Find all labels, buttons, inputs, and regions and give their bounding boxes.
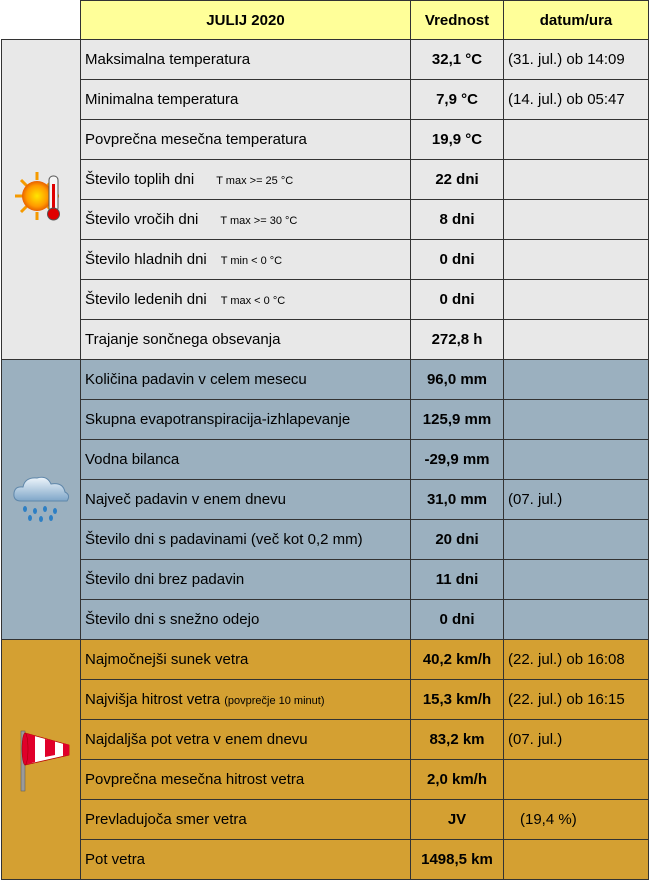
temperature-label: Minimalna temperatura: [81, 80, 411, 120]
temperature-value: 272,8 h: [411, 320, 504, 360]
table-row: [2, 680, 649, 720]
temperature-label: Povprečna mesečna temperatura: [81, 120, 411, 160]
wind-date: [504, 840, 649, 880]
wind-value: 15,3 km/h: [411, 680, 504, 720]
condition-note: T max < 0 °C: [220, 295, 286, 307]
precipitation-label: Število dni brez padavin: [81, 560, 411, 600]
precipitation-date: [504, 360, 649, 400]
temperature-label: Maksimalna temperatura: [81, 40, 411, 80]
table-row: [2, 840, 649, 880]
condition-note: (povprečje 10 minut): [224, 695, 325, 707]
table-row: [2, 640, 649, 680]
table-row: [2, 480, 649, 520]
header-value: Vrednost: [411, 1, 504, 40]
wind-date: (19,4 %): [504, 800, 649, 840]
temperature-date: [504, 240, 649, 280]
temperature-value: 0 dni: [411, 280, 504, 320]
table-row: [2, 520, 649, 560]
temperature-value: 8 dni: [411, 200, 504, 240]
table-row: [2, 560, 649, 600]
temperature-label-with-note: [81, 200, 411, 240]
table-row: [2, 360, 649, 400]
label-text: Število toplih dni: [85, 171, 195, 188]
condition-note: T max >= 25 °C: [216, 175, 294, 187]
table-row: [2, 120, 649, 160]
table-row: [2, 200, 649, 240]
label-text: Število vročih dni: [85, 211, 199, 228]
precipitation-label: Vodna bilanca: [81, 440, 411, 480]
weather-table: [1, 0, 649, 880]
precipitation-label: Število dni s padavinami (več kot 0,2 mm): [81, 520, 411, 560]
precipitation-date: [504, 400, 649, 440]
precipitation-value: -29,9 mm: [411, 440, 504, 480]
temperature-date: [504, 320, 649, 360]
precipitation-label: Količina padavin v celem mesecu: [81, 360, 411, 400]
precipitation-value: 0 dni: [411, 600, 504, 640]
table-row: [2, 760, 649, 800]
header-month: JULIJ 2020: [81, 1, 411, 40]
table-row: [2, 240, 649, 280]
temperature-date: [504, 160, 649, 200]
wind-value: 1498,5 km: [411, 840, 504, 880]
precipitation-date: [504, 520, 649, 560]
windsock-icon: [11, 723, 71, 793]
label-text: Število hladnih dni: [85, 251, 207, 268]
wind-value: JV: [411, 800, 504, 840]
label-text: Število ledenih dni: [85, 291, 207, 308]
temperature-value: 7,9 °C: [411, 80, 504, 120]
precipitation-date: [504, 600, 649, 640]
temperature-date: [504, 280, 649, 320]
precipitation-label: Število dni s snežno odejo: [81, 600, 411, 640]
temperature-section-icon-cell: [2, 40, 81, 360]
precipitation-date: [504, 560, 649, 600]
table-row: [2, 720, 649, 760]
table-row: [2, 800, 649, 840]
wind-date: (22. jul.) ob 16:15: [504, 680, 649, 720]
precipitation-value: 20 dni: [411, 520, 504, 560]
precipitation-label: Skupna evapotranspiracija-izhlapevanje: [81, 400, 411, 440]
precipitation-value: 125,9 mm: [411, 400, 504, 440]
table-row: [2, 40, 649, 80]
wind-label: Pot vetra: [81, 840, 411, 880]
wind-date: (22. jul.) ob 16:08: [504, 640, 649, 680]
precipitation-value: 31,0 mm: [411, 480, 504, 520]
table-row: [2, 280, 649, 320]
temperature-value: 0 dni: [411, 240, 504, 280]
condition-note: T min < 0 °C: [220, 255, 283, 267]
label-text: Najvišja hitrost vetra: [85, 691, 221, 708]
precipitation-label: Največ padavin v enem dnevu: [81, 480, 411, 520]
precipitation-value: 11 dni: [411, 560, 504, 600]
temperature-value: 19,9 °C: [411, 120, 504, 160]
header-date: datum/ura: [504, 1, 649, 40]
temperature-date: (14. jul.) ob 05:47: [504, 80, 649, 120]
temperature-value: 32,1 °C: [411, 40, 504, 80]
condition-note: T max >= 30 °C: [220, 215, 298, 227]
temperature-value: 22 dni: [411, 160, 504, 200]
temperature-label-with-note: [81, 240, 411, 280]
wind-label-with-note: [81, 680, 411, 720]
precipitation-date: [504, 440, 649, 480]
wind-date: (07. jul.): [504, 720, 649, 760]
temperature-date: [504, 200, 649, 240]
wind-section-icon-cell: [2, 640, 81, 880]
rain-cloud-icon: [11, 473, 71, 523]
header-blank: [2, 1, 81, 40]
wind-label: Najdaljša pot vetra v enem dnevu: [81, 720, 411, 760]
table-row: [2, 80, 649, 120]
temperature-date: (31. jul.) ob 14:09: [504, 40, 649, 80]
table-row: [2, 320, 649, 360]
table-row: [2, 440, 649, 480]
table-row: [2, 400, 649, 440]
wind-label: Najmočnejši sunek vetra: [81, 640, 411, 680]
table-row: [2, 600, 649, 640]
wind-value: 40,2 km/h: [411, 640, 504, 680]
temperature-label-with-note: [81, 160, 411, 200]
temperature-label: Trajanje sončnega obsevanja: [81, 320, 411, 360]
temperature-label-with-note: [81, 280, 411, 320]
wind-value: 83,2 km: [411, 720, 504, 760]
header-row: [2, 1, 649, 40]
wind-value: 2,0 km/h: [411, 760, 504, 800]
sun-thermometer-icon: [13, 168, 69, 228]
wind-label: Prevladujoča smer vetra: [81, 800, 411, 840]
precipitation-section-icon-cell: [2, 360, 81, 640]
wind-label: Povprečna mesečna hitrost vetra: [81, 760, 411, 800]
precipitation-date: (07. jul.): [504, 480, 649, 520]
wind-date: [504, 760, 649, 800]
precipitation-value: 96,0 mm: [411, 360, 504, 400]
temperature-date: [504, 120, 649, 160]
table-row: [2, 160, 649, 200]
